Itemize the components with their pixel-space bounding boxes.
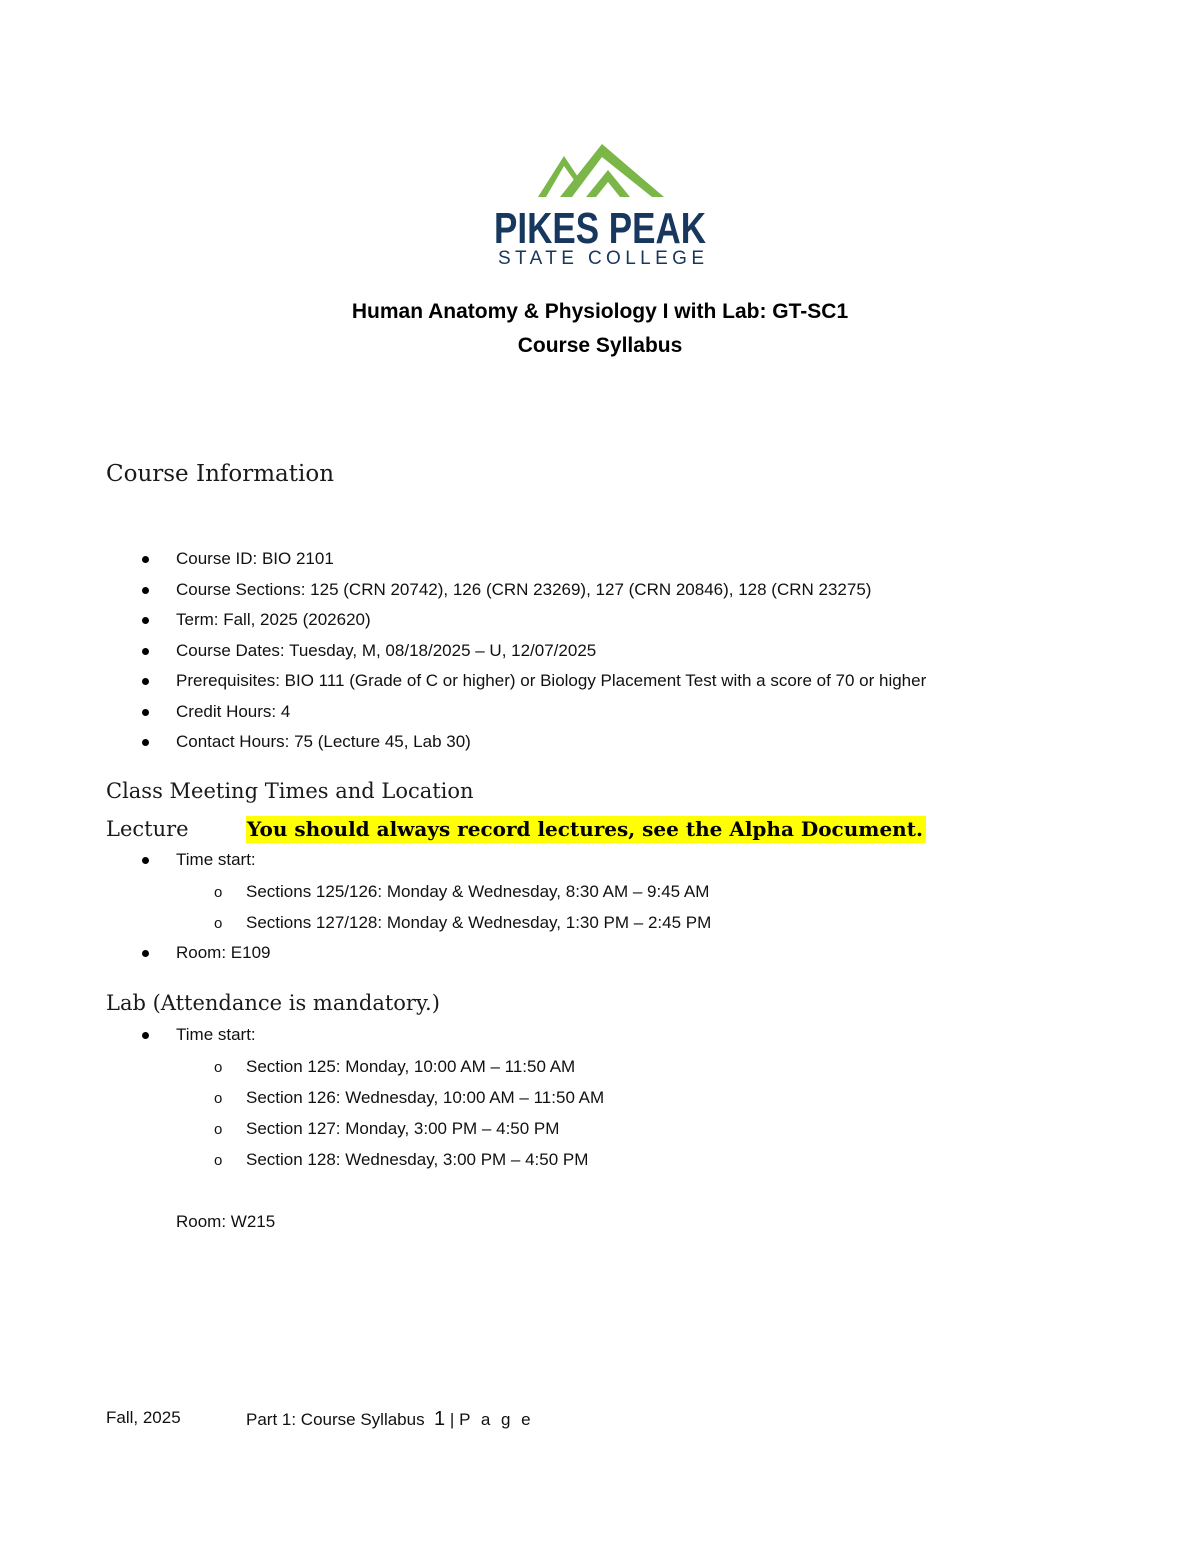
list-item bbox=[140, 1020, 256, 1051]
course-sections: Course Sections: 125 (CRN 20742), 126 (CRN 23269), 127 (CRN 20846), 128 (CRN 23275) bbox=[176, 579, 872, 599]
list-item bbox=[140, 636, 926, 667]
footer-page-label: P a g e bbox=[459, 1410, 534, 1429]
bullet-icon bbox=[142, 617, 149, 624]
lecture-callout-highlight: You should always record lectures, see the Alpha Document. bbox=[246, 816, 926, 843]
list-item bbox=[140, 845, 256, 876]
title-line-1: Human Anatomy & Physiology I with Lab: GT-SC1 bbox=[351, 300, 849, 323]
lab-list bbox=[140, 1020, 256, 1051]
lecture-room-list bbox=[140, 938, 271, 969]
list-item bbox=[140, 575, 926, 606]
footer-part bbox=[246, 1408, 534, 1431]
lecture-times-list bbox=[212, 876, 711, 938]
list-item bbox=[212, 1113, 604, 1144]
circle-bullet-icon: o bbox=[214, 915, 223, 932]
lab-time: Section 128: Wednesday, 3:00 PM – 4:50 PM bbox=[246, 1150, 589, 1169]
footer-term: Fall, 2025 bbox=[106, 1408, 181, 1427]
list-item bbox=[140, 605, 926, 636]
circle-bullet-icon: o bbox=[214, 1090, 223, 1107]
circle-bullet-icon: o bbox=[214, 1121, 223, 1138]
lab-time: Section 126: Wednesday, 10:00 AM – 11:50 AM bbox=[246, 1088, 605, 1107]
course-id: Course ID: BIO 2101 bbox=[176, 549, 334, 568]
bullet-icon bbox=[142, 1032, 149, 1039]
list-item bbox=[140, 727, 926, 758]
meeting-heading: Class Meeting Times and Location bbox=[106, 779, 474, 803]
footer-separator: | bbox=[449, 1410, 455, 1429]
logo-name-line1: PIKES PEAK bbox=[494, 204, 707, 253]
list-item bbox=[212, 1144, 604, 1175]
circle-bullet-icon: o bbox=[214, 1059, 223, 1076]
lecture-time: Sections 125/126: Monday & Wednesday, 8:30 AM – 9:45 AM bbox=[246, 882, 710, 901]
course-dates: Course Dates: Tuesday, M, 08/18/2025 – U, 12/07/2025 bbox=[176, 640, 597, 660]
lab-time: Section 127: Monday, 3:00 PM – 4:50 PM bbox=[246, 1119, 560, 1138]
lecture-time: Sections 127/128: Monday & Wednesday, 1:30 PM – 2:45 PM bbox=[246, 913, 712, 932]
lab-time: Section 125: Monday, 10:00 AM – 11:50 AM bbox=[246, 1057, 576, 1076]
footer-part-label: Part 1: Course Syllabus bbox=[246, 1410, 425, 1429]
list-item bbox=[212, 1051, 604, 1082]
contact-hours: Contact Hours: 75 (Lecture 45, Lab 30) bbox=[176, 732, 471, 751]
list-item bbox=[140, 697, 926, 728]
list-item bbox=[212, 1082, 604, 1113]
list-item bbox=[212, 907, 711, 938]
circle-bullet-icon: o bbox=[214, 884, 223, 901]
mountain-icon bbox=[538, 144, 664, 197]
title-line-2: Course Syllabus bbox=[517, 334, 683, 357]
course-prerequisites: Prerequisites: BIO 111 (Grade of C or higher) or Biology Placement Test with a score of 70 or higher bbox=[176, 671, 927, 690]
bullet-icon bbox=[142, 648, 149, 655]
bullet-icon bbox=[142, 857, 149, 864]
bullet-icon bbox=[142, 556, 149, 563]
lab-room: Room: W215 bbox=[176, 1212, 276, 1231]
list-item bbox=[140, 666, 926, 697]
bullet-icon bbox=[142, 709, 149, 716]
list-item bbox=[140, 544, 926, 575]
list-item bbox=[212, 876, 711, 907]
credit-hours: Credit Hours: 4 bbox=[176, 701, 291, 721]
document-title bbox=[0, 295, 1200, 363]
lecture-time-label: Time start: bbox=[176, 850, 256, 869]
circle-bullet-icon: o bbox=[214, 1152, 223, 1169]
logo-name-line2: STATE COLLEGE bbox=[498, 248, 704, 269]
lab-times-list bbox=[212, 1051, 604, 1175]
college-logo bbox=[490, 140, 712, 270]
bullet-icon bbox=[142, 587, 149, 594]
lecture-label: Lecture bbox=[106, 817, 189, 841]
course-info-heading: Course Information bbox=[106, 461, 335, 487]
mountain-logo-graphic bbox=[490, 140, 712, 270]
bullet-icon bbox=[142, 739, 149, 746]
bullet-icon bbox=[142, 678, 149, 685]
lecture-list bbox=[140, 845, 256, 876]
footer-page-number: 1 bbox=[434, 1408, 446, 1430]
bullet-icon bbox=[142, 950, 149, 957]
lab-label: Lab (Attendance is mandatory.) bbox=[106, 991, 440, 1015]
list-item bbox=[140, 938, 271, 969]
course-term: Term: Fall, 2025 (202620) bbox=[176, 610, 371, 629]
lecture-room: Room: E109 bbox=[176, 943, 271, 962]
lab-time-label: Time start: bbox=[176, 1025, 256, 1044]
course-info-list bbox=[140, 544, 926, 758]
